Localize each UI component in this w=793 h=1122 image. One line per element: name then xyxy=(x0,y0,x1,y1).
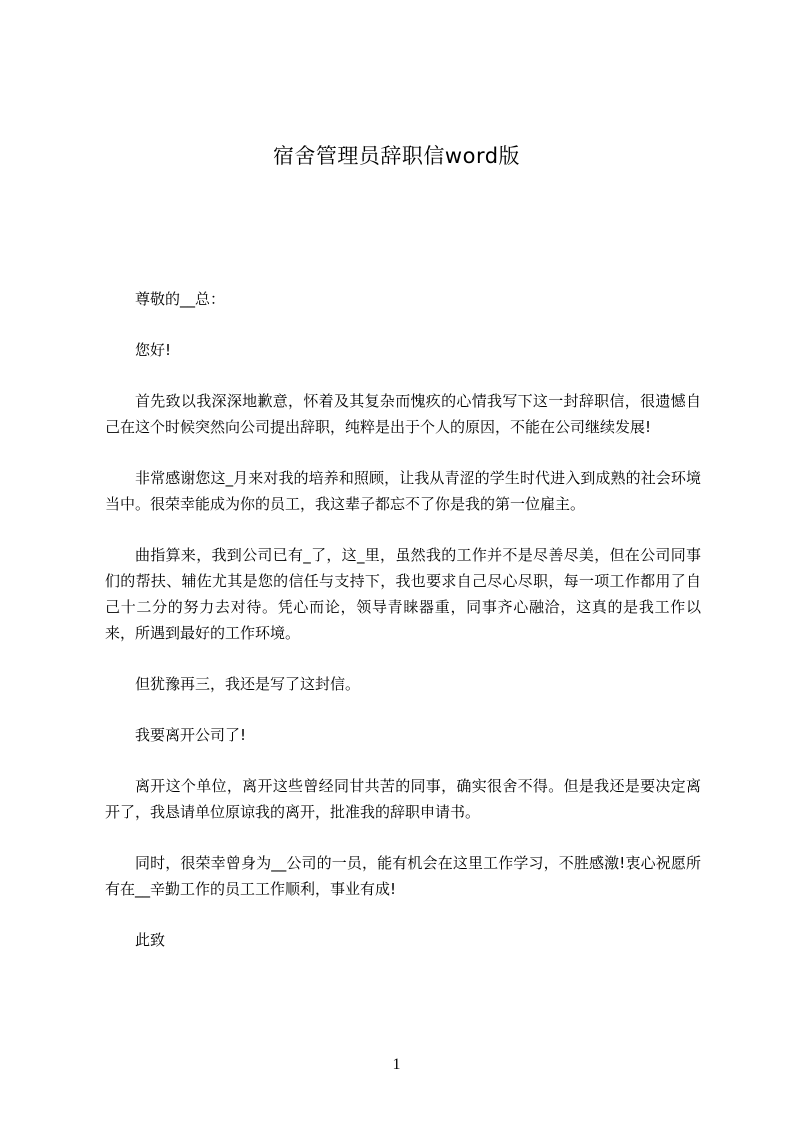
greeting: 您好! xyxy=(135,341,172,359)
paragraph-request: 离开这个单位，离开这些曾经同甘共苦的同事，确实很舍不得。但是我还是要决定离开了，我恳请单位原谅我的离开，批准我的辞职申请书。 xyxy=(105,777,701,821)
letter-body xyxy=(105,286,701,978)
paragraph-leaving: 我要离开公司了! xyxy=(135,726,247,744)
paragraph-thanks: 非常感谢您这_月来对我的培养和照顾，让我从青涩的学生时代进入到成熟的社会环境当中。很荣幸能成为你的员工，我这辈子都忘不了你是我的第一位雇主。 xyxy=(105,469,701,513)
document-title: 宿舍管理员辞职信word版 xyxy=(272,144,521,168)
page-number: 1 xyxy=(392,1056,401,1073)
paragraph-apology: 首先致以我深深地歉意，怀着及其复杂而愧疚的心情我写下这一封辞职信，很遗憾自己在这个时候突然向公司提出辞职，纯粹是出于个人的原因，不能在公司继续发展! xyxy=(105,392,701,436)
paragraph-experience: 曲指算来，我到公司已有_了，这_里，虽然我的工作并不是尽善尽美，但在公司同事们的帮扶、辅佐尤其是您的信任与支持下，我也要求自己尽心尽职，每一项工作都用了自己十二分的努力去对待。凭心而论，领导青睐器重，同事齐心融洽，这真的是我工作以来，所遇到最好的工作环境。 xyxy=(105,546,701,642)
paragraph-hesitation: 但犹豫再三，我还是写了这封信。 xyxy=(135,675,361,693)
paragraph-wishes: 同时，很荣幸曾身为__公司的一员，能有机会在这里工作学习，不胜感激!衷心祝愿所有在__辛勤工作的员工工作顺利，事业有成! xyxy=(105,854,701,898)
salutation: 尊敬的__总： xyxy=(135,290,226,308)
closing: 此致 xyxy=(135,931,166,949)
